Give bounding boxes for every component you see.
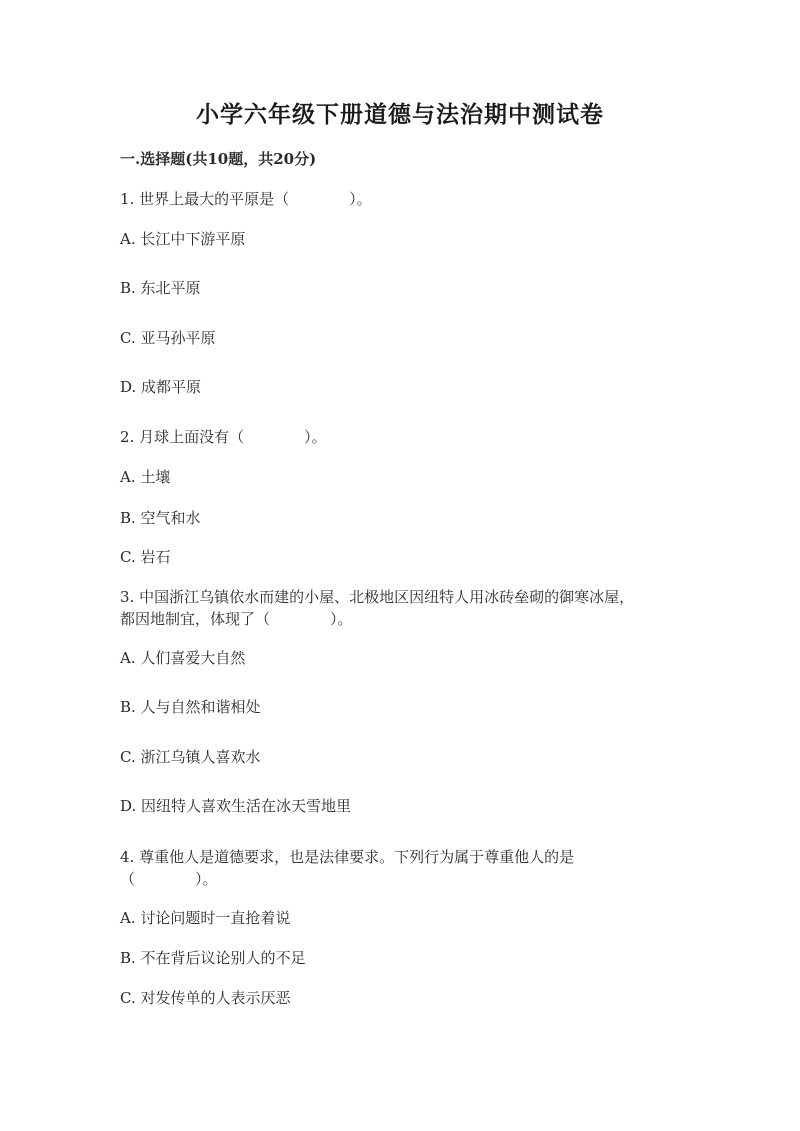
question-2-option-c: C. 岩石	[120, 548, 171, 566]
question-1-option-b: B. 东北平原	[120, 279, 201, 297]
question-1-stem: 1. 世界上最大的平原是（ ）。	[120, 190, 372, 208]
section-heading: 一.选择题(共10题，共20分)	[120, 150, 317, 168]
question-3-option-a: A. 人们喜爱大自然	[120, 649, 246, 667]
question-4-option-a: A. 讨论问题时一直抢着说	[120, 909, 291, 927]
question-2-option-a: A. 土壤	[120, 468, 171, 486]
question-4-stem-line-2: （ ）。	[120, 870, 218, 888]
question-2-stem: 2. 月球上面没有（ ）。	[120, 428, 327, 446]
question-3-option-b: B. 人与自然和谐相处	[120, 698, 261, 716]
question-3-stem-line-1: 3. 中国浙江乌镇依水而建的小屋、北极地区因纽特人用冰砖垒砌的御寒冰屋，	[120, 588, 635, 606]
question-4-option-b: B. 不在背后议论别人的不足	[120, 949, 306, 967]
question-4-stem-line-1: 4. 尊重他人是道德要求，也是法律要求。下列行为属于尊重他人的是	[120, 848, 575, 866]
question-3-option-d: D. 因纽特人喜欢生活在冰天雪地里	[120, 797, 352, 815]
question-1-option-c: C. 亚马孙平原	[120, 329, 216, 347]
question-2-option-b: B. 空气和水	[120, 509, 201, 527]
question-3-stem-line-2: 都因地制宜，体现了（ ）。	[120, 610, 353, 628]
question-4-option-c: C. 对发传单的人表示厌恶	[120, 989, 291, 1007]
question-3-option-c: C. 浙江乌镇人喜欢水	[120, 748, 261, 766]
question-1-option-d: D. 成都平原	[120, 378, 202, 396]
page-title: 小学六年级下册道德与法治期中测试卷	[196, 101, 604, 128]
question-1-option-a: A. 长江中下游平原	[120, 230, 246, 248]
